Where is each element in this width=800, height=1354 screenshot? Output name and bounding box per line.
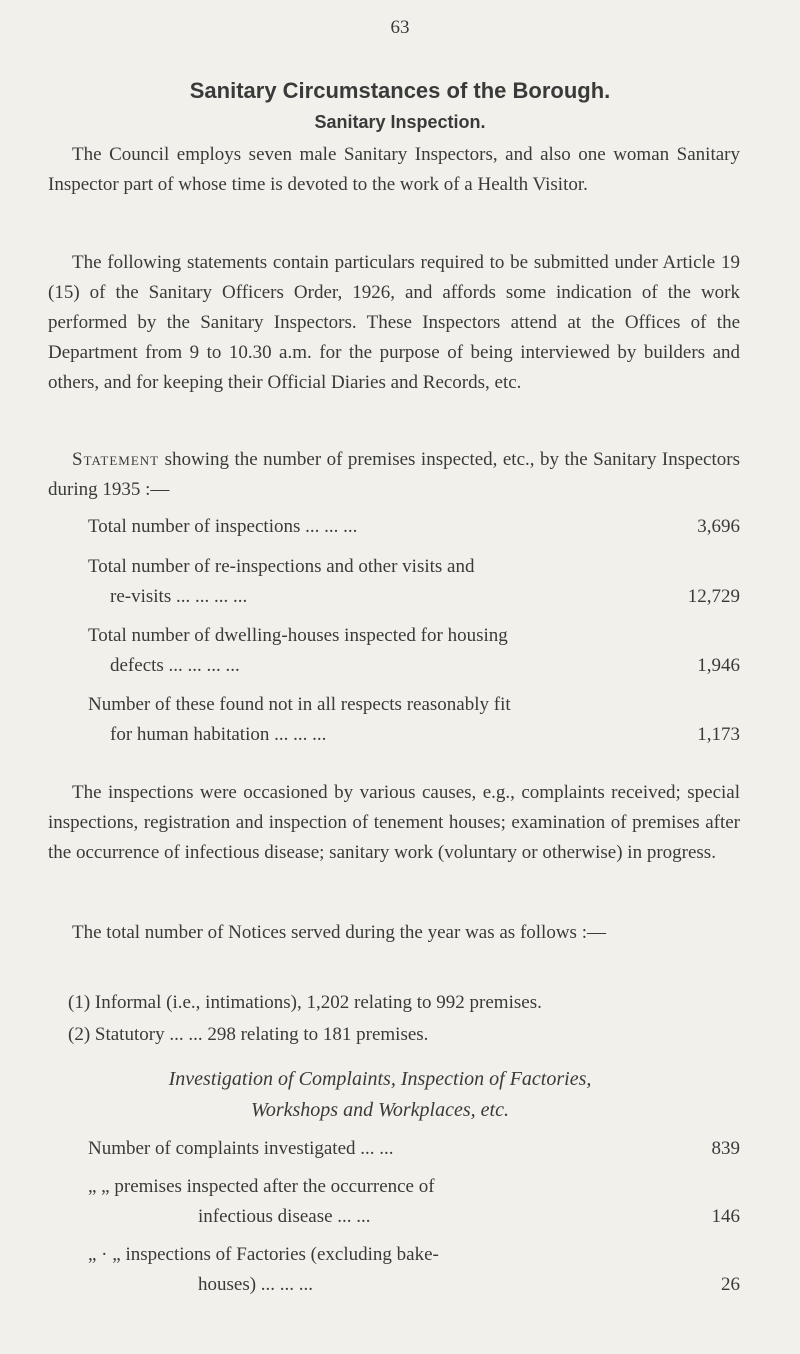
notice-text: (1) Informal (i.e., intimations), 1,202 relating to 992 premises. — [68, 992, 542, 1013]
statement-value: 12,729 — [687, 586, 740, 607]
statement-row — [88, 690, 740, 750]
complaints-value: 839 — [711, 1138, 740, 1159]
complaints-row — [88, 1240, 740, 1300]
statement-label-cont: re-visits ... ... ... ... — [110, 586, 248, 607]
complaints-label: „ „ premises inspected after the occurrence of — [88, 1176, 435, 1197]
statement-label: Total number of dwelling-houses inspected for housing — [88, 625, 508, 646]
statement-label-cont: for human habitation ... ... ... — [110, 724, 327, 745]
complaints-heading-line1: Investigation of Complaints, Inspection of Factories, — [168, 1068, 592, 1090]
statement-label: Total number of re-inspections and other visits and — [88, 556, 475, 577]
statement-lead: Statement — [72, 449, 160, 470]
statement-label-cont: defects ... ... ... ... — [110, 655, 240, 676]
paragraph-causes: The inspections were occasioned by various causes, e.g., complaints received; special inspections, registration and inspection of tenement houses; examination of premises after the occurrence of infectious disease; sanitary work (voluntary or otherwise) in progress. — [48, 782, 740, 863]
complaints-label-cont: infectious disease ... ... — [198, 1206, 371, 1227]
statement-row — [88, 621, 740, 681]
complaints-value: 26 — [721, 1274, 740, 1295]
complaints-label: Number of complaints investigated ... ... — [88, 1138, 394, 1159]
statement-label: Number of these found not in all respects reasonably fit — [88, 694, 511, 715]
complaints-row — [88, 1172, 740, 1232]
notice-row — [68, 1020, 740, 1050]
notice-row — [68, 988, 740, 1018]
paragraph-inspectors: The Council employs seven male Sanitary Inspectors, and also one woman Sanitary Inspector part of whose time is devoted to the work of a Health Visitor. — [48, 144, 740, 195]
complaints-value: 146 — [711, 1206, 740, 1227]
statement-label: Total number of inspections ... ... ... — [88, 516, 358, 537]
complaints-row — [88, 1134, 740, 1164]
section-subtitle: Sanitary Inspection. — [314, 112, 486, 132]
page-title: Sanitary Circumstances of the Borough. — [189, 78, 611, 103]
paragraph-statements: The following statements contain particulars required to be submitted under Article 19 (15) of the Sanitary Officers Order, 1926, and affords some indication of the work performed by the Sanitary Inspectors. These Inspectors attend at the Offices of the Department from 9 to 10.30 a.m. for the purpose of being interviewed by builders and others, and for keeping their Official Diaries and Records, etc. — [48, 252, 740, 393]
statement-value: 1,946 — [697, 655, 740, 676]
paragraph-notices: The total number of Notices served during the year was as follows :— — [72, 922, 606, 943]
statement-value: 1,173 — [697, 724, 740, 745]
complaints-heading-line2: Workshops and Workplaces, etc. — [251, 1099, 509, 1121]
statement-intro-text: showing the number of premises inspected, etc., by the Sanitary Inspectors during 1935 :— — [48, 449, 740, 500]
statement-row — [88, 512, 740, 542]
complaints-label: „ · „ inspections of Factories (excluding bake- — [88, 1244, 439, 1265]
notice-text: (2) Statutory ... ... 298 relating to 181 premises. — [68, 1024, 429, 1045]
statement-value: 3,696 — [697, 516, 740, 537]
complaints-label-cont: houses) ... ... ... — [198, 1274, 314, 1295]
statement-row — [88, 552, 740, 612]
paragraph-statement-intro — [48, 445, 740, 505]
page-number: 63 — [390, 17, 410, 38]
